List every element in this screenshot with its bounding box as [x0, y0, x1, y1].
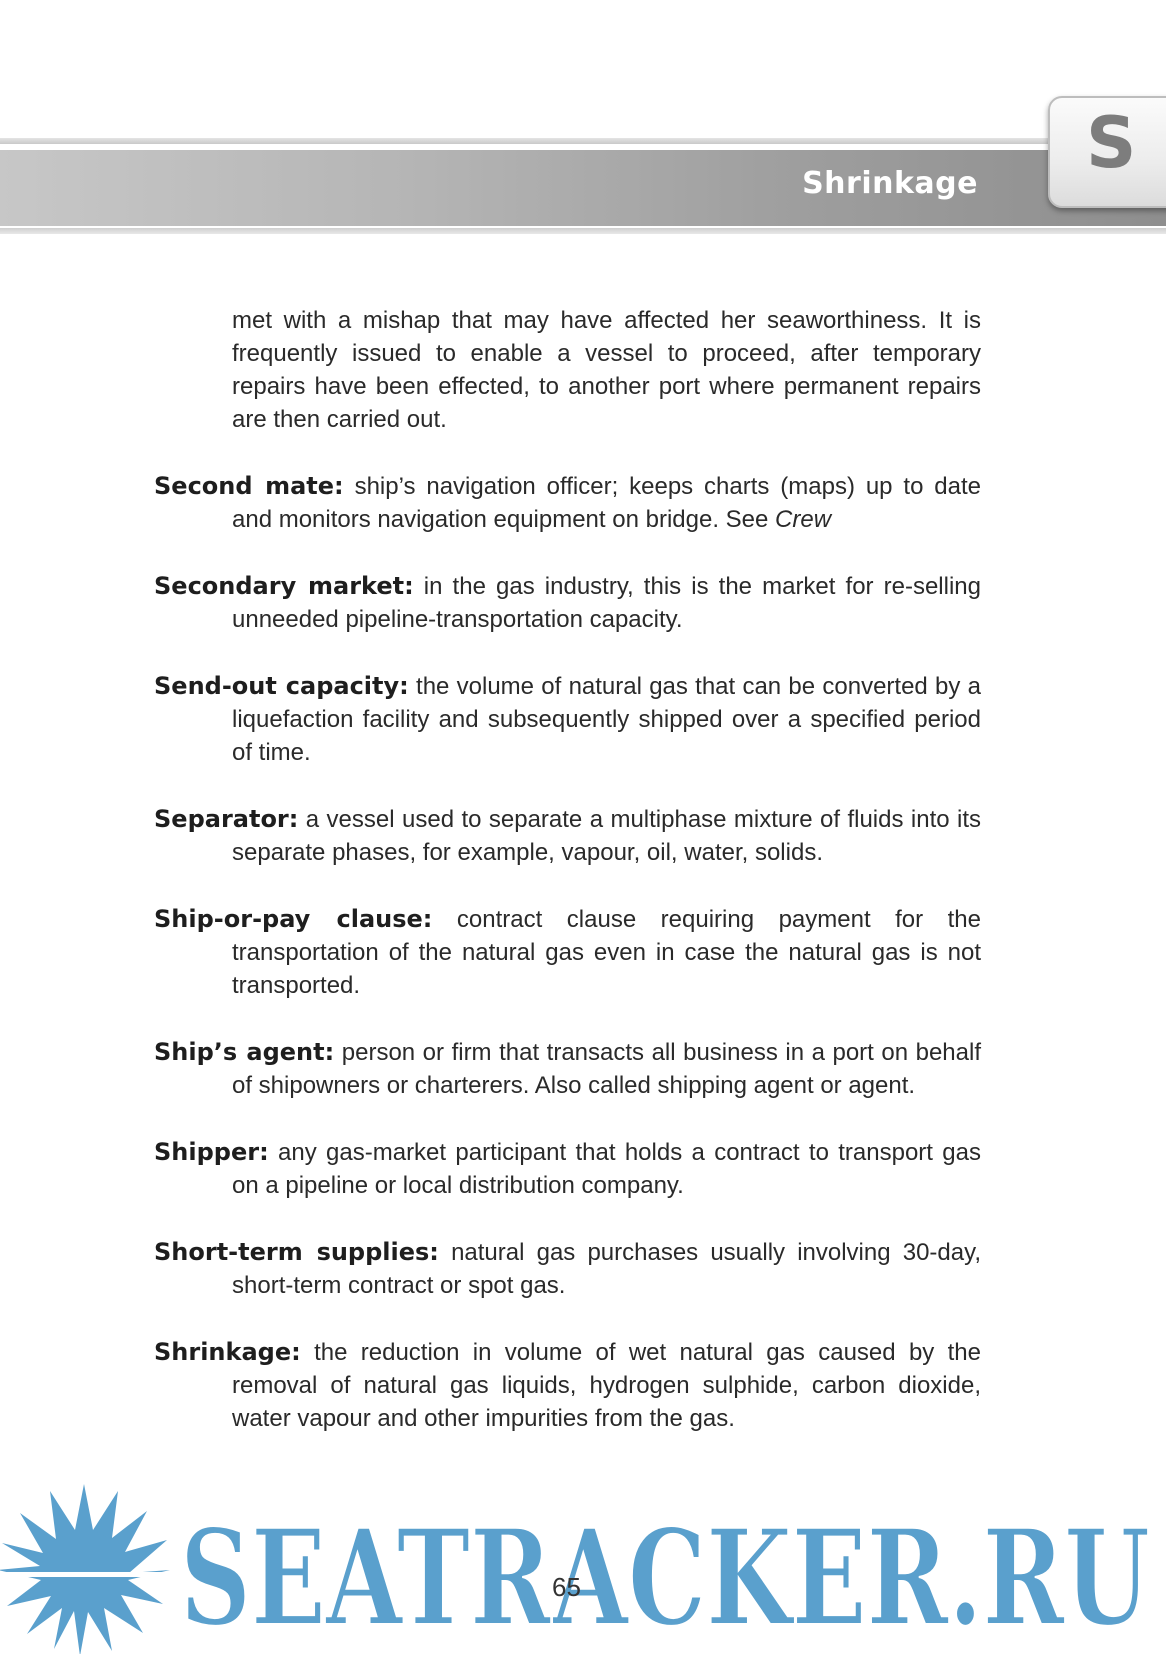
sun-disc: [44, 1530, 124, 1610]
glossary-entry: [154, 1036, 981, 1102]
entry-definition: a vessel used to separate a multiphase mixture of fluids into its separate phases, for example, vapour, oil, water, solids.: [232, 806, 981, 866]
header-band: [0, 150, 1166, 226]
entry-term: Secondary market:: [154, 572, 414, 600]
glossary-entry: [154, 1336, 981, 1435]
sun-rays: [0, 1484, 170, 1654]
entry-definition: contract clause requiring payment for the transportation of the natural gas even in case the natural gas is not transported.: [232, 906, 982, 999]
entry-term: Send-out capacity:: [154, 672, 409, 700]
entry-cross-reference: Crew: [775, 506, 832, 533]
letter-tab-label: S: [1086, 102, 1137, 184]
glossary-entry: [154, 1136, 981, 1202]
entry-definition: person or firm that transacts all business in a port on behalf of shipowners or charterers. Also called shipping agent or agent.: [232, 1039, 981, 1099]
entry-definition: any gas-market participant that holds a contract to transport gas on a pipeline or local distribution company.: [232, 1139, 981, 1199]
glossary-entry: [154, 1236, 981, 1302]
entry-definition: ship’s navigation officer; keeps charts (maps) up to date and monitors navigation equipment on bridge. See: [232, 473, 982, 533]
entry-term: Shrinkage:: [154, 1338, 301, 1366]
entry-term: Second mate:: [154, 472, 344, 500]
entry-definition: met with a mishap that may have affected her seaworthiness. It is frequently issued to enable a vessel to proceed, after temporary repairs have been effected, to another port where permanent repairs are then carried out.: [232, 307, 981, 433]
sun-horizon-gap: [0, 1572, 176, 1577]
entry-term: Shipper:: [154, 1138, 269, 1166]
glossary-body: [154, 304, 981, 1469]
entry-definition: natural gas purchases usually involving 30-day, short-term contract or spot gas.: [232, 1239, 981, 1299]
sun-icon: [0, 1484, 176, 1654]
entry-term: Separator:: [154, 805, 299, 833]
header-rule-top: [0, 138, 1166, 144]
glossary-entry: [154, 903, 981, 1002]
page-number: 65: [552, 1572, 581, 1602]
entry-term: Short-term supplies:: [154, 1238, 439, 1266]
entry-definition: the volume of natural gas that can be converted by a liquefaction facility and subsequently shipped over a specified period of time.: [232, 673, 982, 766]
watermark: [0, 1470, 1166, 1654]
glossary-entry: [154, 570, 981, 636]
watermark-text: SEATRACKER.RU: [180, 1501, 1150, 1654]
running-header-title: Shrinkage: [802, 166, 978, 201]
glossary-entry: [154, 470, 981, 536]
header-rule-bottom: [0, 228, 1166, 234]
entry-definition: in the gas industry, this is the market for re-selling unneeded pipeline-transportation capacity.: [232, 573, 981, 633]
glossary-entry: [154, 803, 981, 869]
entry-term: Ship’s agent:: [154, 1038, 335, 1066]
entry-definition: the reduction in volume of wet natural gas caused by the removal of natural gas liquids, hydrogen sulphide, carbon dioxide, water vapour and other impurities from the gas.: [232, 1339, 981, 1432]
glossary-entry-continued: [154, 304, 981, 436]
letter-tab: [1048, 96, 1166, 208]
entry-term: Ship-or-pay clause:: [154, 905, 433, 933]
glossary-entry: [154, 670, 981, 769]
